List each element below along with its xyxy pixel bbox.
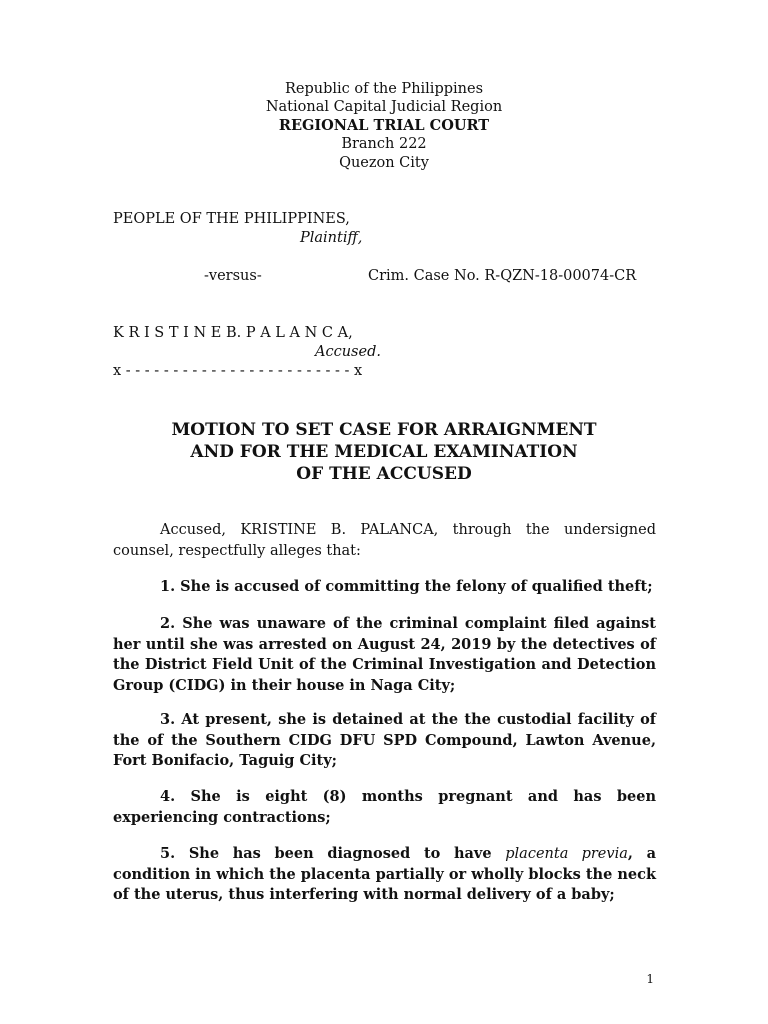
court-header-republic: Republic of the Philippines xyxy=(284,81,484,97)
court-header-branch: Branch 222 xyxy=(341,136,427,152)
page-number: 1 xyxy=(646,972,654,986)
allegation-1-text: 1. She is accused of committing the felony of qualified theft; xyxy=(160,578,653,595)
court-header-court: REGIONAL TRIAL COURT xyxy=(278,117,490,134)
motion-title-line-1: MOTION TO SET CASE FOR ARRAIGNMENT xyxy=(171,420,597,440)
court-header-region: National Capital Judicial Region xyxy=(265,99,503,115)
intro-paragraph xyxy=(113,520,656,561)
allegation-5-medical-term: placenta previa xyxy=(505,846,628,862)
allegation-4 xyxy=(113,787,656,828)
accused-role: Accused. xyxy=(315,344,381,360)
allegation-4-text: 4. She is eight (8) months pregnant and has been experiencing contractions; xyxy=(113,788,656,826)
court-header-city: Quezon City xyxy=(339,155,429,171)
case-number: Crim. Case No. R-QZN-18-00074-CR xyxy=(368,268,637,284)
plaintiff-name: PEOPLE OF THE PHILIPPINES, xyxy=(113,211,350,227)
allegation-1 xyxy=(113,577,656,598)
plaintiff-role: Plaintiff, xyxy=(300,230,363,246)
caption-separator: x - - - - - - - - - - - - - - - - - - - - - - - - x xyxy=(113,363,363,379)
allegation-2-text: 2. She was unaware of the criminal complaint filed against her until she was arrested on August 24, 2019 by the detectives of the District Field Unit of the Criminal Investigation and Detection Group (CIDG) in their house in Naga City; xyxy=(113,615,656,694)
allegation-5-text-end: , a condition in which the placenta partially or wholly blocks the neck of the uterus, thus interfering with normal delivery of a baby; xyxy=(113,845,656,903)
allegation-2 xyxy=(113,614,656,696)
motion-title-line-3: OF THE ACCUSED xyxy=(296,464,472,484)
intro-text: Accused, KRISTINE B. PALANCA, through the undersigned counsel, respectfully alleges that: xyxy=(113,522,656,559)
versus-label: -versus- xyxy=(204,268,262,284)
motion-title-line-2: AND FOR THE MEDICAL EXAMINATION xyxy=(190,442,578,462)
allegation-3-text: 3. At present, she is detained at the the custodial facility of the of the Southern CIDG DFU SPD Compound, Lawton Avenue, Fort Bonifacio, Taguig City; xyxy=(113,711,656,769)
allegation-5 xyxy=(113,844,656,906)
allegation-3 xyxy=(113,710,656,772)
accused-name: K R I S T I N E B. P A L A N C A, xyxy=(113,325,353,341)
allegation-5-text-start: 5. She has been diagnosed to have xyxy=(160,845,506,862)
